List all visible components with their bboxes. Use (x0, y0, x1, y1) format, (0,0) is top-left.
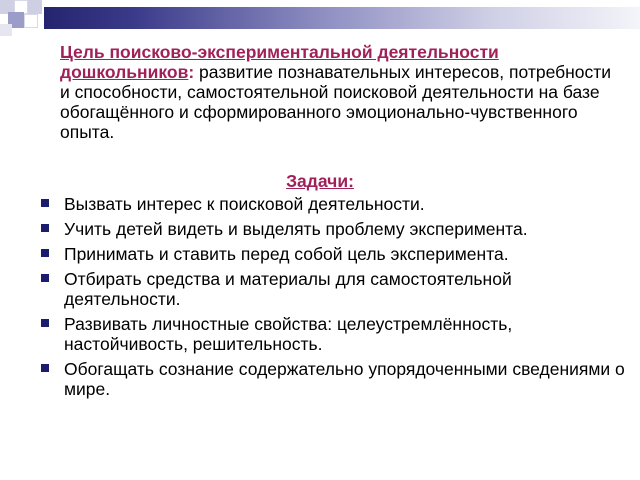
list-item (38, 269, 628, 309)
goal-text: развитие познавательных интересов, потребности и способности, самостоятельной поисковой деятельности на базе обогащённого и сформированного эмоционально-чувственного опыта. (60, 62, 612, 142)
task-text: Учить детей видеть и выделять проблему эксперимента. (64, 219, 528, 239)
goal-paragraph (60, 42, 620, 142)
square-bullet-icon (41, 249, 49, 257)
header-gradient-bar (44, 7, 640, 29)
square-bullet-icon (41, 274, 49, 282)
list-item (38, 194, 628, 214)
list-item (38, 219, 628, 239)
list-item (38, 244, 628, 264)
goal-title: Цель поисково-экспериментальной деятельности дошкольников (60, 42, 499, 82)
square-bullet-icon (41, 319, 49, 327)
task-text: Развивать личностные свойства: целеустремлённость, настойчивость, решительность. (64, 314, 513, 354)
header-decoration (0, 0, 640, 36)
list-item (38, 359, 628, 399)
square-bullet-icon (41, 199, 49, 207)
tasks-list (38, 194, 628, 404)
decor-square (0, 24, 12, 36)
task-text: Принимать и ставить перед собой цель эксперимента. (64, 244, 509, 264)
task-text: Вызвать интерес к поисковой деятельности. (64, 194, 425, 214)
goal-colon: : (188, 62, 195, 82)
square-bullet-icon (41, 224, 49, 232)
decor-square (28, 0, 42, 14)
decor-square (24, 14, 38, 28)
list-item (38, 314, 628, 354)
task-text: Обогащать сознание содержательно упорядоченными сведениями о мире. (64, 359, 625, 399)
tasks-heading: Задачи: (286, 171, 354, 191)
tasks-heading-row (0, 171, 640, 192)
square-bullet-icon (41, 364, 49, 372)
task-text: Отбирать средства и материалы для самостоятельной деятельности. (64, 269, 512, 309)
